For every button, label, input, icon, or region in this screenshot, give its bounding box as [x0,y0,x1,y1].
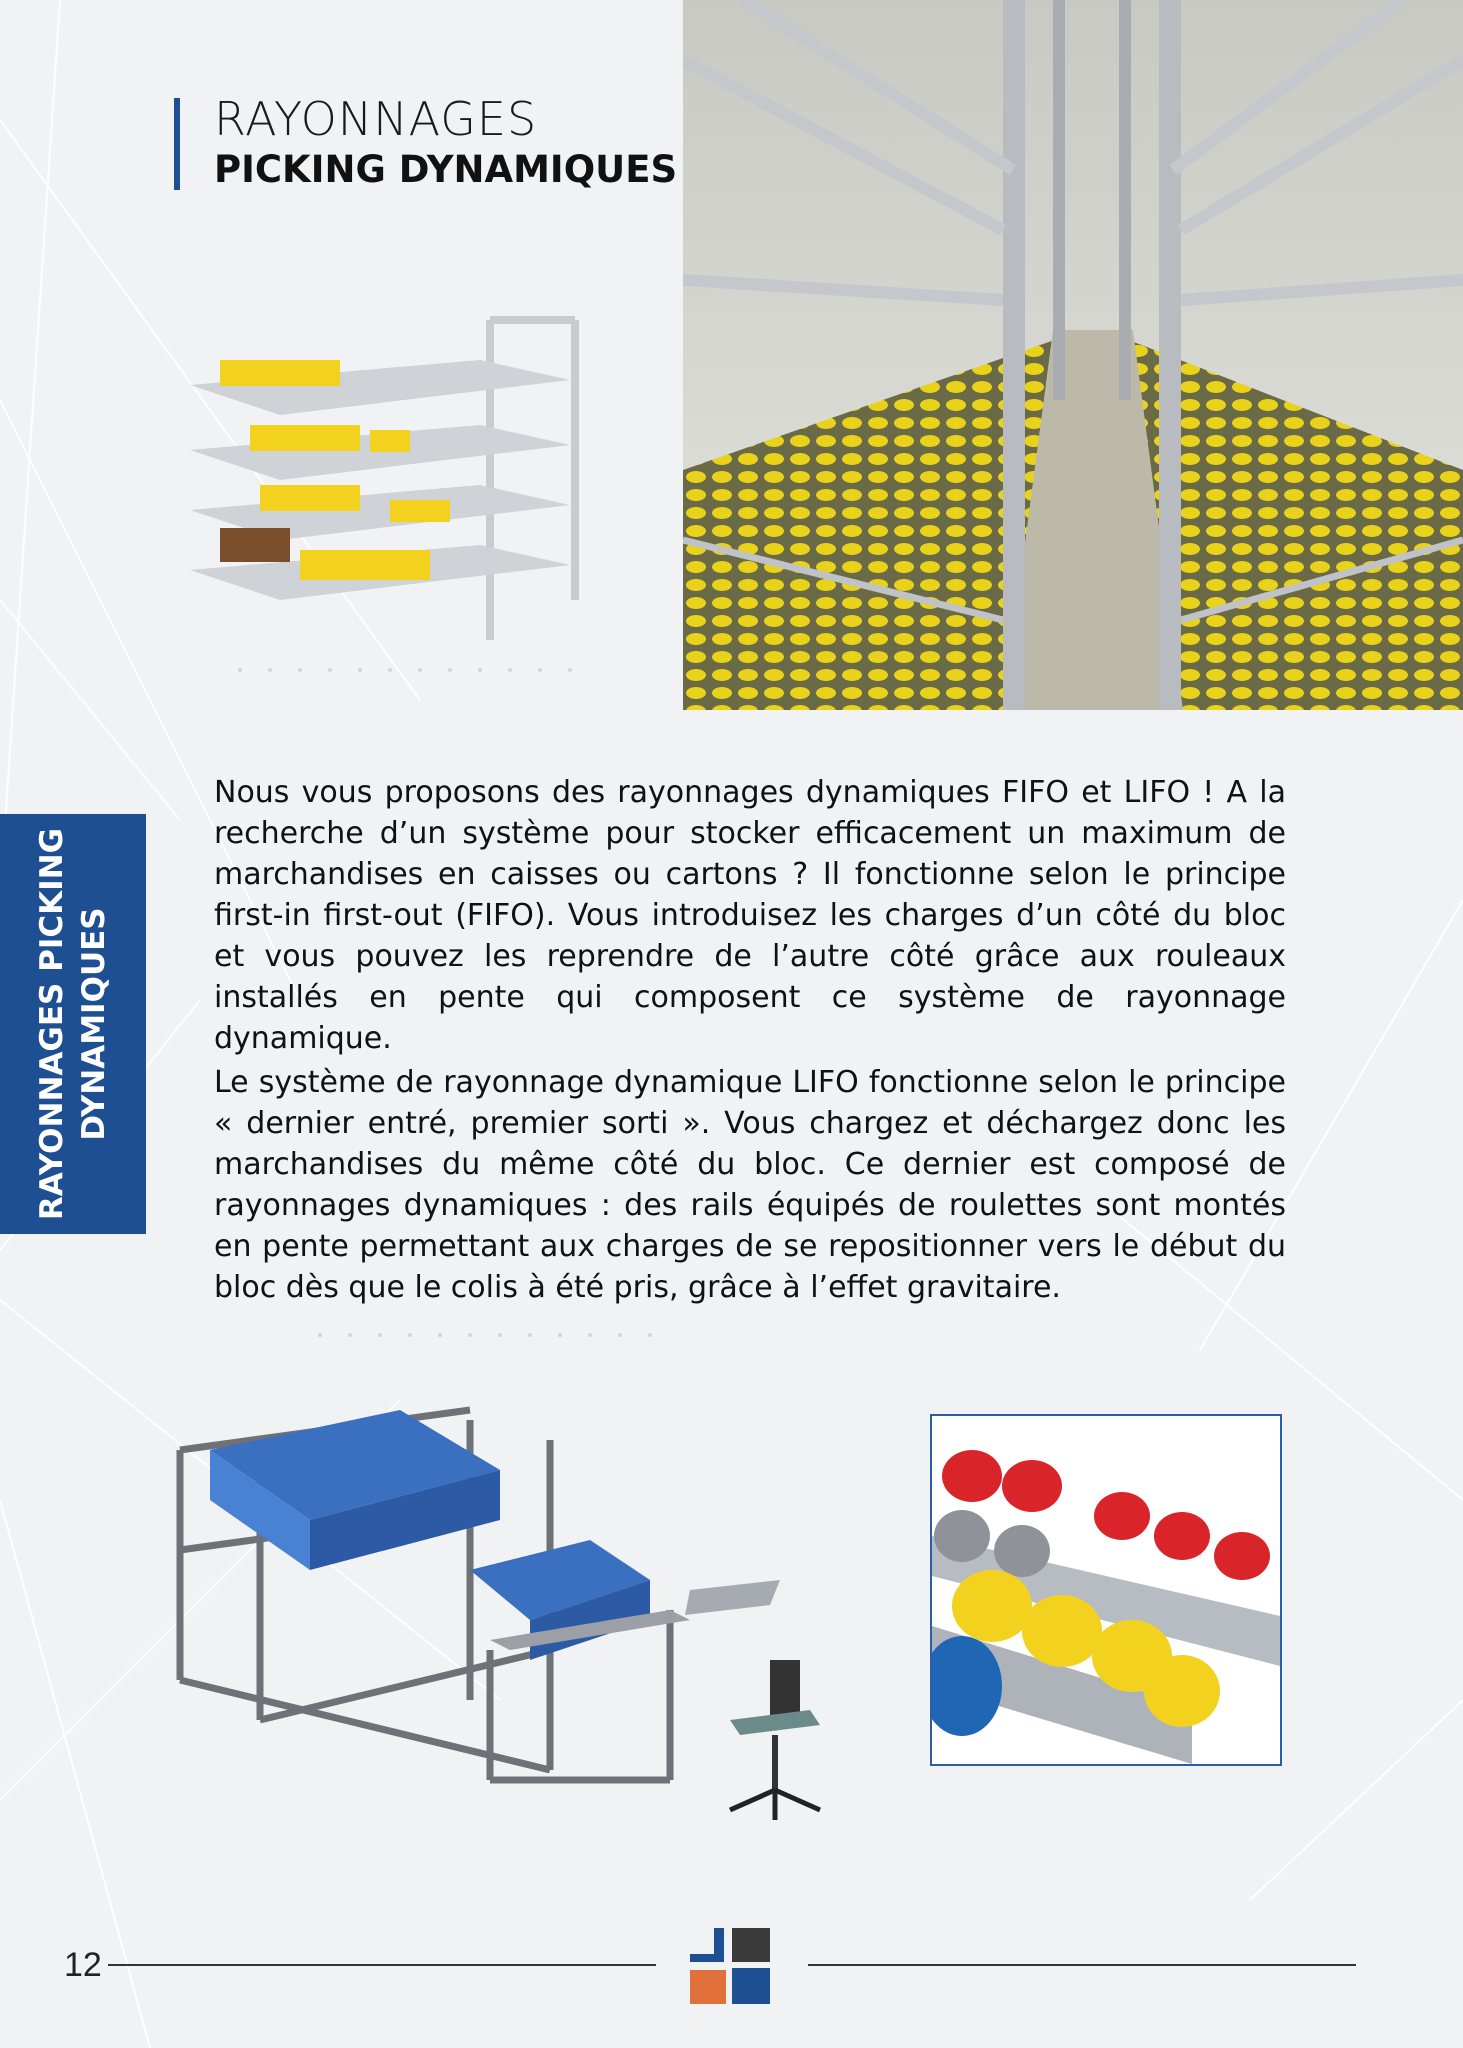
roller-rails-photo [930,1414,1282,1766]
side-tab-line2: DYNAMIQUES [76,907,112,1141]
picking-workstation-photo [170,1350,850,1830]
lifo-paragraph: Le système de rayonnage dynamique LIFO fonctionne selon le principe « dernier entré, premier sorti ». Vous chargez et déchargez donc les marchandises du même côté du bloc. Ce dernier est composé de rayonnages dynamiques : des rails équipés de roulettes sont montés en pente permettant aux charges de se repositionner vers le début du bloc dès que le colis à été pris, grâce à l’effet gravitaire. [214,1065,1286,1305]
title-accent-bar [174,98,180,190]
side-tab-label [31,828,115,1220]
warehouse-aisle-photo [683,0,1463,710]
footer-rule-left [108,1964,656,1966]
company-logo-icon [686,1924,776,2008]
intro-paragraph: Nous vous proposons des rayonnages dynamiques FIFO et LIFO ! A la recherche d’un système pour stocker efficacement un maximum de marchandises en caisses ou cartons ? Il fonctionne selon le principe first-in first-out (FIFO). Vous introduisez les charges d’un côté du bloc et vous pouvez les reprendre de l’autre côté grâce aux rouleaux installés en pente qui composent ce système de rayonnage dynamique. [214,775,1286,1056]
footer-rule-right [808,1964,1356,1966]
section-side-tab [0,814,146,1234]
flow-rack-photo [180,300,600,660]
page-number: 12 [64,1946,102,1984]
page-title: RAYONNAGES [214,92,538,146]
page-subtitle: PICKING DYNAMIQUES [214,148,678,191]
side-tab-line1: RAYONNAGES PICKING [34,827,70,1221]
